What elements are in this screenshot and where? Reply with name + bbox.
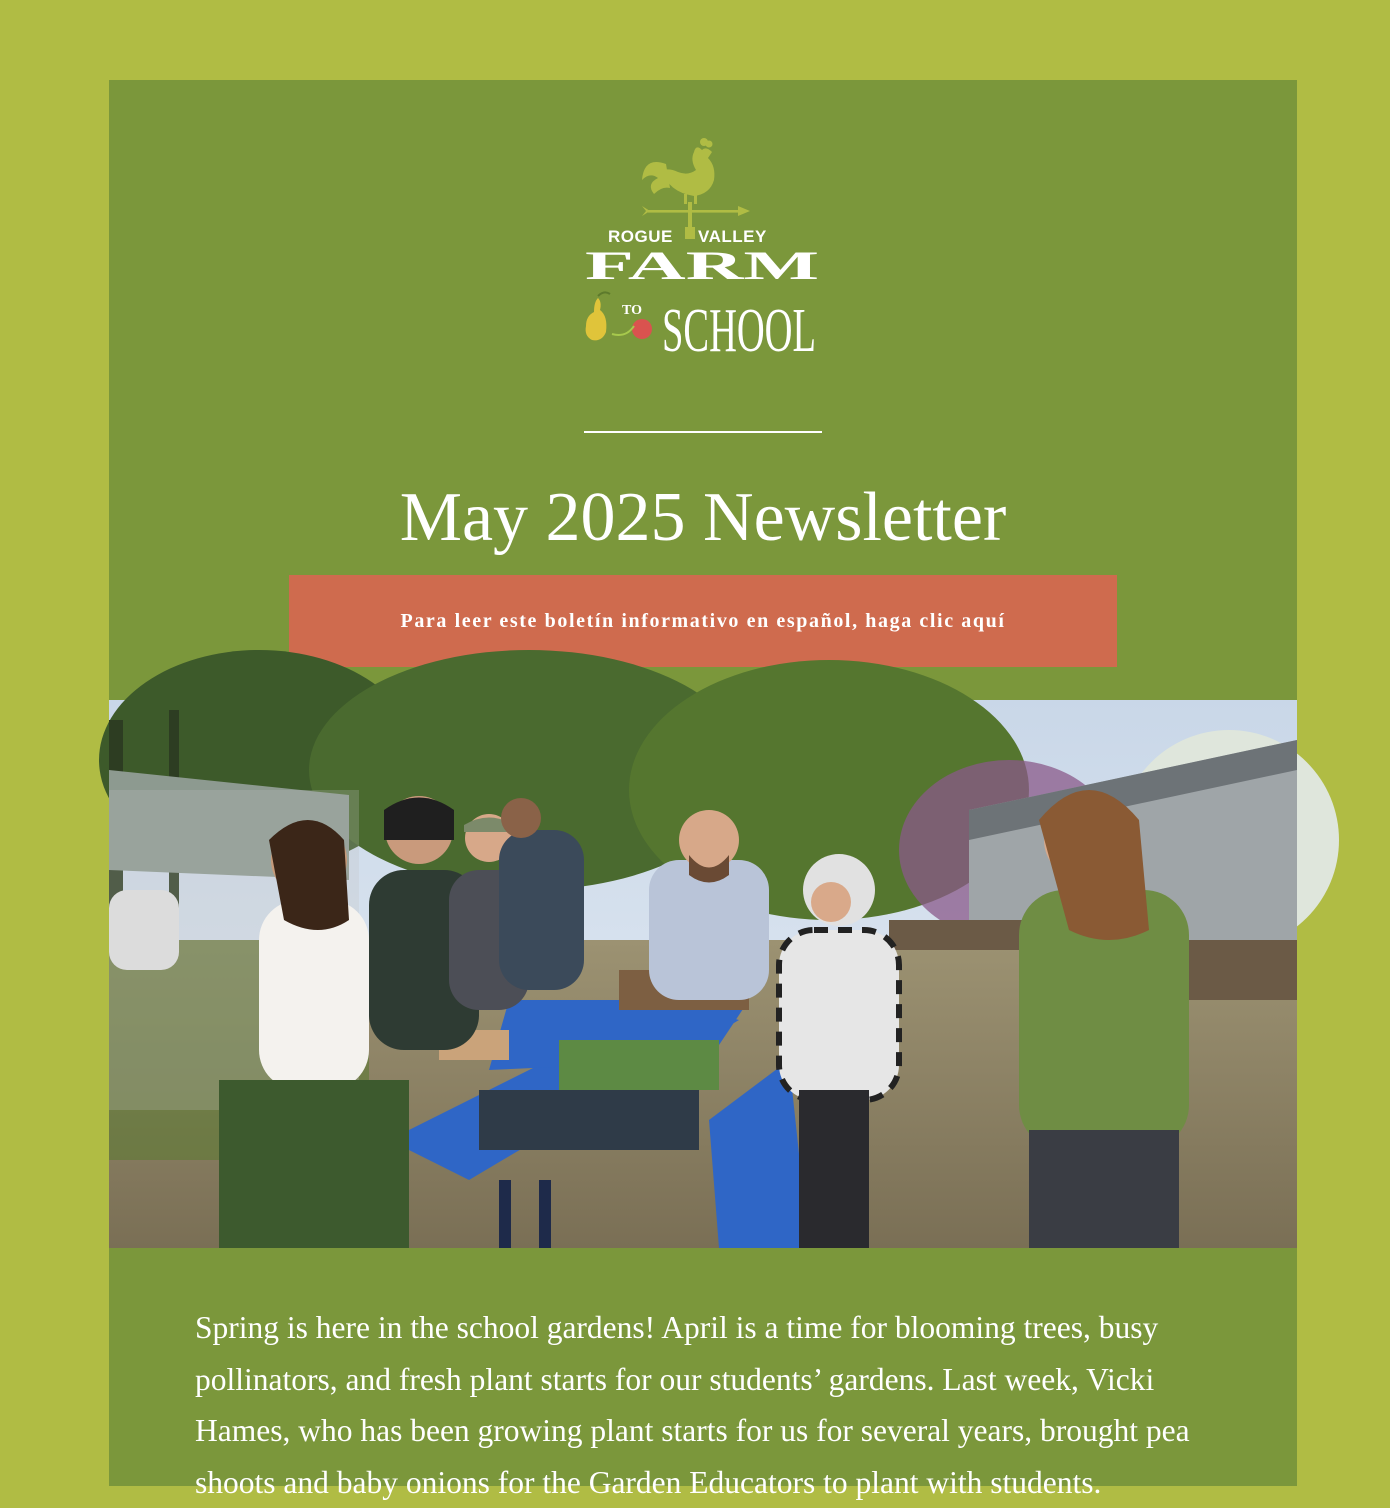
rogue-valley-farm-to-school-logo[interactable] (584, 130, 824, 365)
spanish-version-button[interactable]: Para leer este boletín informativo en español, haga clic aquí (289, 575, 1117, 667)
newsletter-card (109, 80, 1297, 1500)
hero-image-garden-workshop (109, 700, 1297, 1248)
intro-paragraph: Spring is here in the school gardens! April is a time for blooming trees, busy pollinators, and fresh plant starts for our students’ gardens. Last week, Vicki Hames, who has been growing plant starts for us for several years, brought pea shoots and baby onions for the Garden Educators to plant with students. (195, 1310, 1190, 1500)
logo-school-text: SCHOOL (662, 297, 816, 365)
logo-farm-text: FARM (585, 243, 819, 288)
rooster-weathervane-icon (642, 138, 750, 239)
logo-valley-text: VALLEY (698, 227, 767, 246)
logo-to-text: TO (622, 303, 642, 318)
pear-and-tomato-icon (586, 292, 652, 340)
header-divider (584, 431, 822, 433)
logo-rogue-text: ROGUE (608, 227, 673, 246)
newsletter-title: May 2025 Newsletter (399, 479, 1007, 556)
